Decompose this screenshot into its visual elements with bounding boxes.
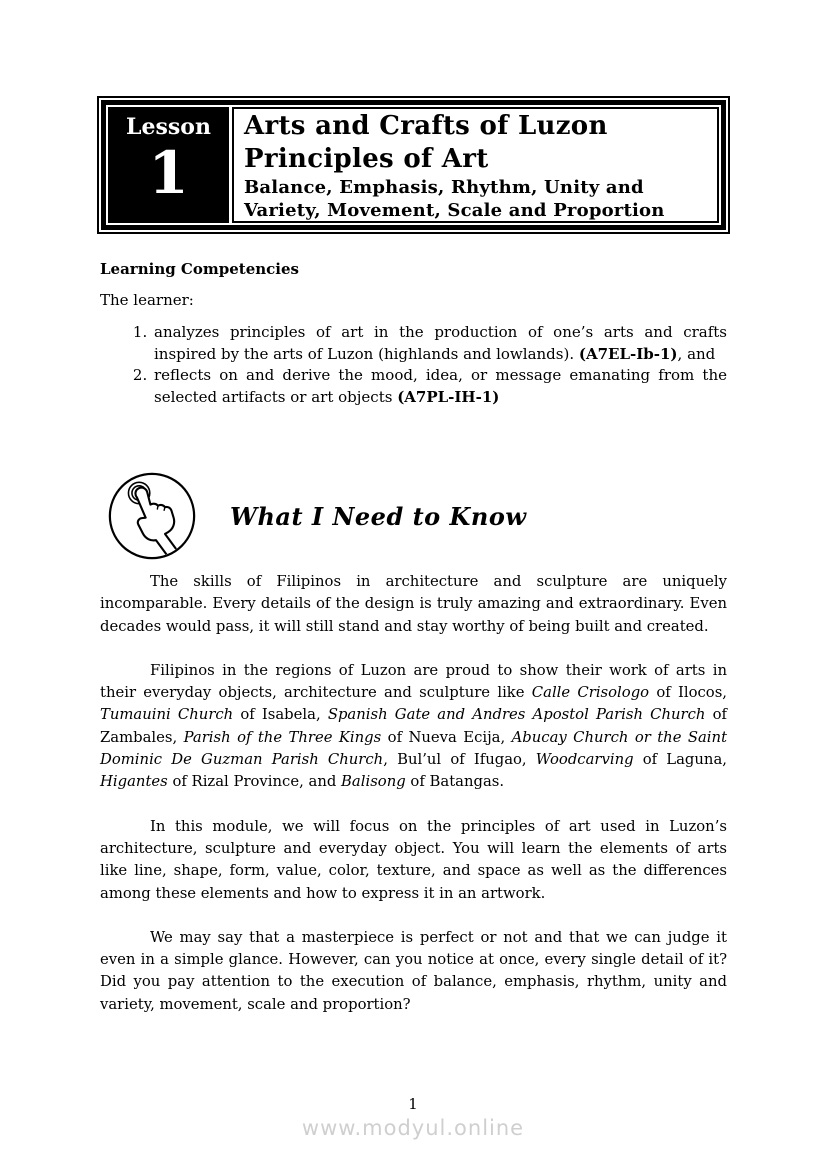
learning-competencies-section: [100, 260, 727, 408]
lesson-label: Lesson: [126, 114, 211, 140]
lesson-number: 1: [148, 139, 189, 207]
lesson-header-box: [97, 96, 730, 234]
competencies-intro: The learner:: [100, 291, 194, 309]
tap-hand-icon: [106, 470, 198, 562]
competencies-list: [100, 322, 727, 408]
competency-item-2: 2. reflects on and derive the mood, idea, or message emanating from the selected artifacts or art objects (A7PL-IH-1): [152, 365, 727, 408]
lesson-number-cell: [108, 107, 229, 223]
lesson-title-line1: Arts and Crafts of Luzon: [244, 111, 608, 141]
paragraph-3: In this module, we will focus on the principles of art used in Luzon’s architecture, sculpture and everyday object. You will learn the elements of arts like line, shape, form, value, color, texture, and space as well as the differences among these elements and how to express it in an artwork.: [100, 817, 727, 902]
lesson-title-cell: [232, 107, 719, 223]
competencies-heading: Learning Competencies: [100, 260, 299, 278]
watermark: www.modyul.online: [301, 1116, 525, 1140]
lesson-subtitle-line2: Variety, Movement, Scale and Proportion: [244, 200, 665, 221]
competency-item-1: 1. analyzes principles of art in the production of one’s arts and crafts inspired by the arts of Luzon (highlands and lowlands). (A7EL-Ib-1), and: [152, 322, 727, 365]
paragraph-2: Filipinos in the regions of Luzon are proud to show their work of arts in their everyday objects, architecture and sculpture like Calle Crisologo of Ilocos, Tumauini Church of Isabela, Spanish Gate and Andres Apostol Parish Church of Zambales, Parish of the Three Kings of Nueva Ecija, Abucay Church or the Saint Dominic De Guzman Parish Church, Bul’ul of Ifugao, Woodcarving of Laguna, Higantes of Rizal Province, and Balisong of Batangas.: [100, 661, 728, 791]
lesson-title-line2: Principles of Art: [244, 144, 489, 174]
section-title: What I Need to Know: [230, 501, 527, 531]
body-paragraphs: [100, 571, 727, 1038]
lesson-subtitle-line1: Balance, Emphasis, Rhythm, Unity and: [244, 177, 644, 198]
paragraph-1: The skills of Filipinos in architecture and sculpture are uniquely incomparable. Every details of the design is truly amazing and extraordinary. Even decades would pass, it will still stand and stay worthy of being built and created.: [100, 573, 727, 635]
lesson-header-frame: [101, 100, 726, 230]
paragraph-4: We may say that a masterpiece is perfect or not and that we can judge it even in a simple glance. However, can you notice at once, every single detail of it? Did you pay attention to the execution of balance, emphasis, rhythm, unity and variety, movement, scale and proportion?: [100, 928, 727, 1013]
page-number: 1: [408, 1095, 418, 1113]
what-i-need-to-know-header: [106, 470, 726, 562]
